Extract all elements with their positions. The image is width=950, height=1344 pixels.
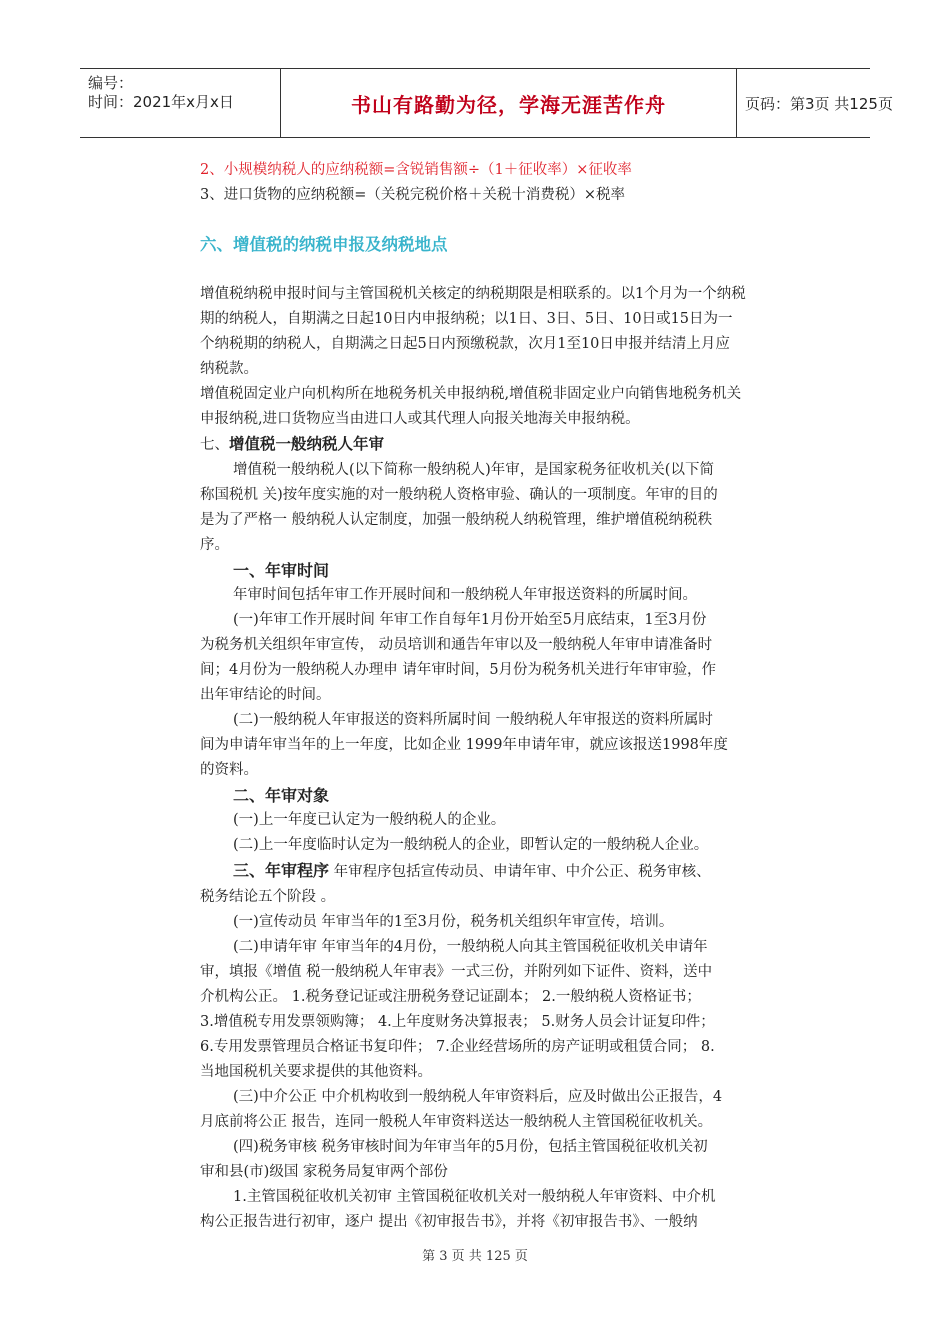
subsection-1-title: 一、年审时间 [233, 561, 330, 580]
text-line: (二)申请年审 年审当年的4月份，一般纳税人向其主管国税征收机关申请年 [233, 939, 708, 955]
text-line: 6.专用发票管理员合格证书复印件； 7.企业经营场所的房产证明或租赁合同； 8. [200, 1039, 715, 1055]
text-line: 3.增值税专用发票领购簿； 4.上年度财务决算报表； 5.财务人员会计证复印件； [200, 1014, 715, 1030]
text-line: 审和县(市)级国 家税务局复审两个部份 [200, 1164, 448, 1180]
text-line: 当地国税机关要求提供的其他资料。 [200, 1064, 432, 1080]
text-line: (二)上一年度临时认定为一般纳税人的企业，即暂认定的一般纳税人企业。 [233, 837, 709, 853]
text-line: 税务结论五个阶段 。 [200, 889, 336, 905]
text-line: 审，填报《增值 税一般纳税人年审表》一式三份，并附列如下证件、资料，送中 [200, 964, 713, 980]
text-line: 是为了严格一 般纳税人认定制度，加强一般纳税人纳税管理，维护增值税纳税秩 [200, 512, 713, 528]
text-line: 的资料。 [200, 762, 258, 778]
subsection-2-title: 二、年审对象 [233, 786, 330, 805]
subsection-3-lead: 年审程序包括宣传动员、申请年审、中介公正、税务审核、 [329, 864, 711, 880]
text-line: 序。 [200, 537, 229, 553]
text-line: 增值税一般纳税人(以下简称一般纳税人)年审，是国家税务征收机关(以下简 [233, 462, 714, 478]
text-line: 增值税固定业户向机构所在地税务机关申报纳税,增值税非固定业户向销售地税务机关 [200, 386, 742, 402]
header-motto-cell [280, 69, 737, 137]
header-page-info: 页码：第3页 共125页 [745, 94, 893, 113]
section-7-title [200, 432, 810, 458]
text-line: 间；4月份为一般纳税人办理申 请年审时间，5月份为税务机关进行年审审验，作 [200, 662, 717, 678]
text-line: 纳税款。 [200, 361, 258, 377]
subsection-3-title: 三、年审程序 [233, 861, 330, 880]
text-line: 出年审结论的时间。 [200, 687, 331, 703]
text-line: (四)税务审核 税务审核时间为年审当年的5月份，包括主管国税征收机关初 [233, 1139, 708, 1155]
section-7-intro [200, 458, 810, 558]
section-6-title: 六、增值税的纳税申报及纳税地点 [200, 235, 448, 254]
page-header [80, 68, 893, 138]
text-line: 年审时间包括年审工作开展时间和一般纳税人年审报送资料的所属时间。 [233, 587, 697, 603]
text-line: 期的纳税人，自期满之日起10日内申报纳税；以1日、3日、5日、10日或15日为一 [200, 311, 733, 327]
number-label: 编号： [88, 74, 134, 92]
subsection-3-title-line [200, 858, 810, 885]
text-line: 介机构公正。 1.税务登记证或注册税务登记证副本； 2.一般纳税人资格证书； [200, 989, 701, 1005]
text-line: 增值税纳税申报时间与主管国税机关核定的纳税期限是相联系的。以1个月为一个纳税 [200, 286, 746, 302]
text-line: 称国税机 关)按年度实施的对一般纳税人资格审验、确认的一项制度。年审的目的 [200, 487, 718, 503]
text-line: 月底前将公正 报告，连同一般税人年审资料送达一般纳税人主管国税征收机关。 [200, 1114, 713, 1130]
subsection-3-paragraph-2 [200, 935, 810, 1085]
subsection-1-paragraph-3 [200, 708, 810, 783]
text-line: 构公正报告进行初审，逐户 提出《初审报告书》，并将《初审报告书》、一般纳 [200, 1214, 698, 1230]
text-line: 个纳税期的纳税人，自期满之日起5日内预缴税款，次月1至10日申报并结清上月应 [200, 336, 730, 352]
text-line: (二)一般纳税人年审报送的资料所属时间 一般纳税人年审报送的资料所属时 [233, 712, 713, 728]
text-line: (一)宣传动员 年审当年的1至3月份，税务机关组织年审宣传，培训。 [233, 914, 674, 930]
header-meta [80, 69, 280, 137]
text-line: (一)上一年度已认定为一般纳税人的企业。 [233, 812, 506, 828]
text-line: 申报纳税,进口货物应当由进口人或其代理人向报关地海关申报纳税。 [200, 411, 640, 427]
section-6-paragraph-1 [200, 282, 810, 382]
header-page-cell [737, 69, 893, 137]
subsection-1-paragraph-2 [200, 608, 810, 708]
formula-small-scale: 2、小规模纳税人的应纳税额=含锐销售额÷（1＋征收率）×征收率 [200, 162, 632, 178]
formula-import: 3、进口货物的应纳税额=（关税完税价格＋关税十消费税）×税率 [200, 187, 626, 203]
section-7-prefix: 七、 [200, 437, 229, 453]
header-motto: 书山有路勤为径，学海无涯苦作舟 [351, 92, 666, 117]
text-line: 间为申请年审当年的上一年度，比如企业 1999年申请年审，就应该报送1998年度 [200, 737, 728, 753]
subsection-3-paragraph-4 [200, 1135, 810, 1185]
document-body [200, 158, 810, 1235]
page-footer: 第 3 页 共 125 页 [422, 1249, 528, 1264]
subsection-3-paragraph-5 [200, 1185, 810, 1235]
section-7-heading: 增值税一般纳税人年审 [229, 435, 385, 453]
time-label: 时间：2021年x月x日 [88, 93, 234, 111]
text-line: 为税务机关组织年审宣传， 动员培训和通告年审以及一般纳税人年审申请准备时 [200, 637, 713, 653]
section-6-paragraph-2 [200, 382, 810, 432]
text-line: 1.主管国税征收机关初审 主管国税征收机关对一般纳税人年审资料、中介机 [233, 1189, 716, 1205]
text-line: (一)年审工作开展时间 年审工作自每年1月份开始至5月底结束，1至3月份 [233, 612, 707, 628]
subsection-3-paragraph-3 [200, 1085, 810, 1135]
text-line: (三)中介公正 中介机构收到一般纳税人年审资料后，应及时做出公正报告，4 [233, 1089, 723, 1105]
